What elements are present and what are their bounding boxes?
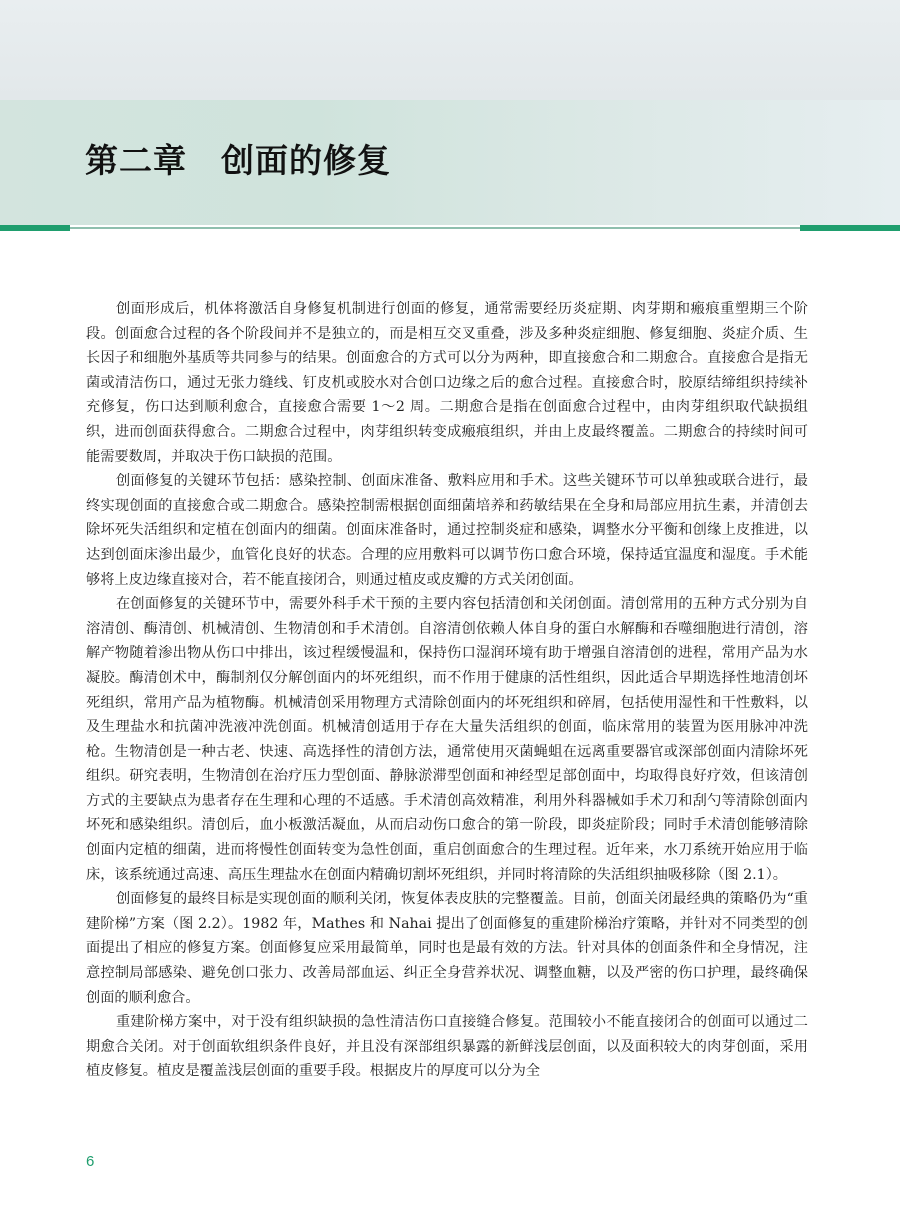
- title-rule-left-accent: [0, 225, 70, 231]
- paragraph: 在创面修复的关键环节中，需要外科手术干预的主要内容包括清创和关闭创面。清创常用的五种方式分别为自溶清创、酶清创、机械清创、生物清创和手术清创。自溶清创依赖人体自身的蛋白水解酶和吞噬细胞进行清创，溶解产物随着渗出物从伤口中排出，该过程缓慢温和，保持伤口湿润环境有助于增强自溶清创的进程，常用产品为水凝胶。酶清创术中，酶制剂仅分解创面内的坏死组织，而不作用于健康的活性组织，因此适合早期选择性地清创坏死组织，常用产品为植物酶。机械清创采用物理方式清除创面内的坏死组织和碎屑，包括使用湿性和干性敷料，以及生理盐水和抗菌冲洗液冲洗创面。机械清创适用于存在大量失活组织的创面，临床常用的装置为医用脉冲冲洗枪。生物清创是一种古老、快速、高选择性的清创方法，通常使用灭菌蝇蛆在远离重要器官或深部创面内清除坏死组织。研究表明，生物清创在治疗压力型创面、静脉淤滞型创面和神经型足部创面中，均取得良好疗效，但该清创方式的主要缺点为患者存在生理和心理的不适感。手术清创高效精准，利用外科器械如手术刀和刮勺等清除创面内坏死和感染组织。清创后，血小板激活凝血，从而启动伤口愈合的第一阶段，即炎症阶段；同时手术清创能够清除创面内定植的细菌，进而将慢性创面转变为急性创面，重启创面愈合的生理过程。近年来，水刀系统开始应用于临床，该系统通过高速、高压生理盐水在创面内精确切割坏死组织，并同时将清除的失活组织抽吸移除（图 2.1）。: [86, 596, 808, 883]
- header-top-band: [0, 0, 900, 100]
- title-rule-line: [70, 227, 800, 229]
- page-number: 6: [86, 1153, 95, 1170]
- paragraph: 创面修复的关键环节包括：感染控制、创面床准备、敷料应用和手术。这些关键环节可以单独或联合进行，最终实现创面的直接愈合或二期愈合。感染控制需根据创面细菌培养和药敏结果在全身和局部应用抗生素，并清创去除坏死失活组织和定植在创面内的细菌。创面床准备时，通过控制炎症和感染，调整水分平衡和创缘上皮推进，以达到创面床渗出最少，血管化良好的状态。合理的应用敷料可以调节伤口愈合环境，保持适宜温度和湿度。手术能够将上皮边缘直接对合，若不能直接闭合，则通过植皮或皮瓣的方式关闭创面。: [86, 473, 808, 588]
- paragraph: 重建阶梯方案中，对于没有组织缺损的急性清洁伤口直接缝合修复。范围较小不能直接闭合的创面可以通过二期愈合关闭。对于创面软组织条件良好，并且没有深部组织暴露的新鲜浅层创面，以及面积较大的肉芽创面，采用植皮修复。植皮是覆盖浅层创面的重要手段。根据皮片的厚度可以分为全: [86, 1014, 808, 1080]
- chapter-title: 第二章 创面的修复: [85, 141, 391, 180]
- title-rule-right-accent: [800, 225, 900, 231]
- paragraph: 创面形成后，机体将激活自身修复机制进行创面的修复，通常需要经历炎症期、肉芽期和瘢痕重塑期三个阶段。创面愈合过程的各个阶段间并不是独立的，而是相互交叉重叠，涉及多种炎症细胞、修复细胞、炎症介质、生长因子和细胞外基质等共同参与的结果。创面愈合的方式可以分为两种，即直接愈合和二期愈合。直接愈合是指无菌或清洁伤口，通过无张力缝线、钉皮机或胶水对合创口边缘之后的愈合过程。直接愈合时，胶原结缔组织持续补充修复，伤口达到顺利愈合，直接愈合需要 1～2 周。二期愈合是指在创面愈合过程中，由肉芽组织取代缺损组织，进而创面获得愈合。二期愈合过程中，肉芽组织转变成瘢痕组织，并由上皮最终覆盖。二期愈合的持续时间可能需要数周，并取决于伤口缺损的范围。: [86, 301, 808, 465]
- paragraph: 创面修复的最终目标是实现创面的顺利关闭，恢复体表皮肤的完整覆盖。目前，创面关闭最经典的策略仍为“重建阶梯”方案（图 2.2）。1982 年，Mathes 和 Nahai 提出了创面修复的重建阶梯治疗策略，并针对不同类型的创面提出了相应的修复方案。创面修复应采用最简单，同时也是最有效的方法。针对具体的创面条件和全身情况，注意控制局部感染、避免创口张力、改善局部血运、纠正全身营养状况、调整血糖，以及严密的伤口护理，最终确保创面的顺利愈合。: [86, 891, 808, 1006]
- body-text: [86, 297, 808, 1084]
